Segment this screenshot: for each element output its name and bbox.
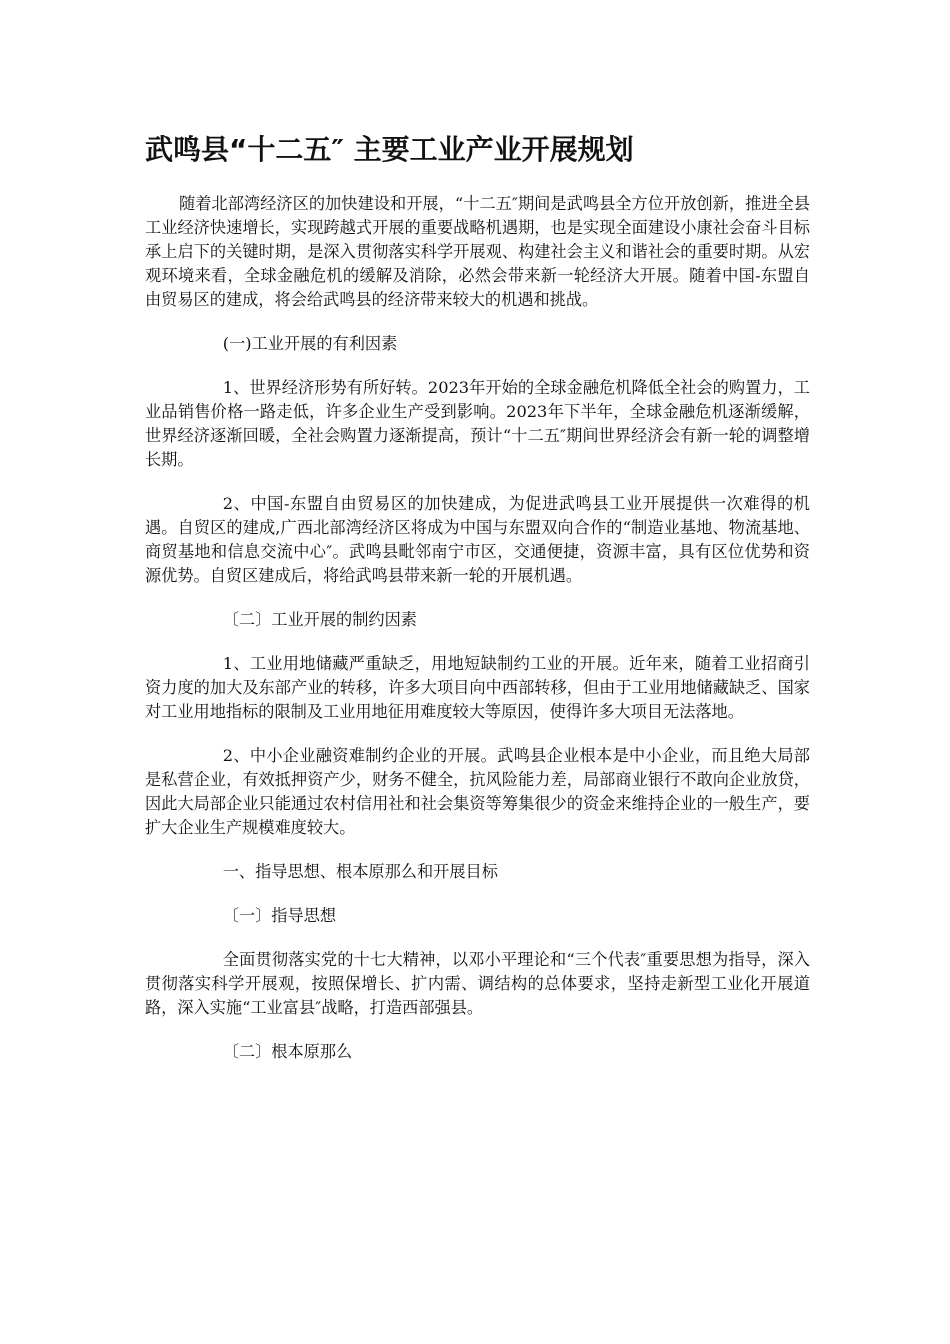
paragraph-world-economy: 1、世界经济形势有所好转。2023年开始的全球金融危机降低全社会的购置力，工业品销售价格一路走低，许多企业生产受到影响。2023年下半年，全球金融危机逐渐缓解，世界经济逐渐回暖，全社会购置力逐渐提高，预计“十二五″期间世界经济会有新一轮的调整增长期。 [145, 378, 810, 469]
paragraph-guiding-ideology: 全面贯彻落实党的十七大精神，以邓小平理论和“三个代表″重要思想为指导，深入贯彻落实科学开展观，按照保增长、扩内需、调结构的总体要求，坚持走新型工业化开展道路，深入实施“工业富县″战略，打造西部强县。 [145, 950, 810, 1017]
document-title: 武鸣县“十二五″ 主要工业产业开展规划 [145, 133, 634, 166]
intro-paragraph: 随着北部湾经济区的加快建设和开展，“十二五″期间是武鸣县全方位开放创新，推进全县工业经济快速增长，实现跨越式开展的重要战略机遇期，也是实现全面建设小康社会奋斗目标承上启下的关键时期，是深入贯彻落实科学开展观、构建社会主义和谐社会的重要时期。从宏观环境来看，全球金融危机的缓解及消除，必然会带来新一轮经济大开展。随着中国-东盟自由贸易区的建成，将会给武鸣县的经济带来较大的机遇和挑战。 [145, 194, 810, 309]
section-heading-constraining-factors: 〔二〕工业开展的制约因素 [222, 610, 417, 629]
section-heading-guiding-ideology: 〔一〕指导思想 [222, 906, 337, 925]
paragraph-free-trade-area: 2、中国-东盟自由贸易区的加快建成，为促进武鸣县工业开展提供一次难得的机遇。自贸区的建成,广西北部湾经济区将成为中国与东盟双向合作的“制造业基地、物流基地、商贸基地和信息交流中心″。武鸣县毗邻南宁市区，交通便捷，资源丰富，具有区位优势和资源优势。自贸区建成后，将给武鸣县带来新一轮的开展机遇。 [145, 494, 810, 585]
section-heading-favorable-factors: (一)工业开展的有利因素 [222, 334, 398, 353]
paragraph-land-shortage: 1、工业用地储藏严重缺乏，用地短缺制约工业的开展。近年来，随着工业招商引资力度的加大及东部产业的转移，许多大项目向中西部转移，但由于工业用地储藏缺乏、国家对工业用地指标的限制及工业用地征用难度较大等原因，使得许多大项目无法落地。 [145, 654, 810, 721]
document-body [145, 192, 810, 1084]
paragraph-financing: 2、中小企业融资难制约企业的开展。武鸣县企业根本是中小企业，而且绝大局部是私营企业，有效抵押资产少，财务不健全，抗风险能力差，局部商业银行不敢向企业放贷，因此大局部企业只能通过农村信用社和社会集资等筹集很少的资金来维持企业的一般生产，要扩大企业生产规模难度较大。 [145, 746, 810, 837]
section-heading-basic-principles: 〔二〕根本原那么 [222, 1042, 353, 1061]
section-heading-guiding-principles: 一、指导思想、根本原那么和开展目标 [222, 862, 498, 881]
